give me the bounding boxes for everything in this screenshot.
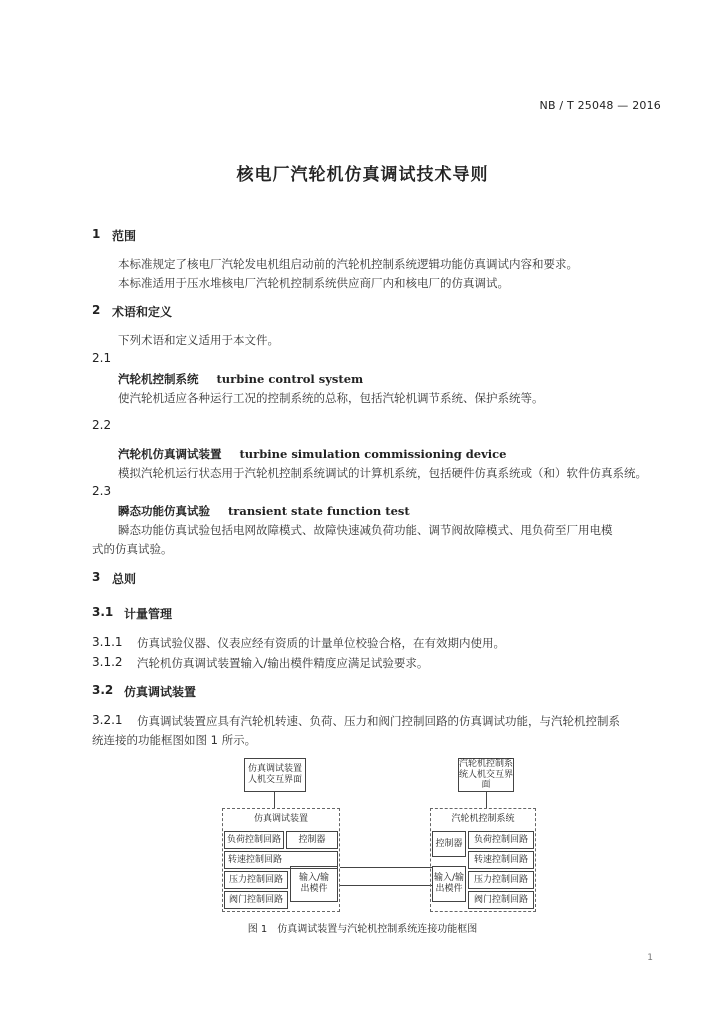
section-3-2-number: 3.2 — [92, 683, 114, 697]
right-hmi-box: 汽轮机控制系统人机交互界面 — [459, 758, 514, 791]
section-2-number: 2 — [92, 303, 101, 317]
left-load-loop: 负荷控制回路 — [224, 831, 284, 849]
section-1-number: 1 — [92, 227, 101, 241]
right-valve-loop: 阀门控制回路 — [468, 891, 534, 909]
term-2-3-number: 2.3 — [92, 484, 112, 498]
right-controller: 控制器 — [432, 831, 466, 857]
term-2-2-definition: 模拟汽轮机运行状态用于汽轮机控制系统调试的计算机系统，包括硬件仿真系统或（和）软件仿真系统。 — [118, 466, 647, 480]
section-2-intro: 下列术语和定义适用于本文件。 — [118, 333, 279, 347]
term-2-3-definition-line-1: 瞬态功能仿真试验包括电网故障模式、故障快速减负荷功能、调节阀故障模式、甩负荷至厂用电模 — [118, 523, 613, 537]
right-speed-loop: 转速控制回路 — [468, 851, 534, 869]
term-2-2-title — [118, 446, 506, 462]
figure-1-caption: 图 1 仿真调试装置与汽轮机控制系统连接功能框图 — [247, 924, 478, 935]
left-controller: 控制器 — [286, 831, 338, 849]
term-2-3-title — [118, 503, 410, 519]
section-2-heading: 术语和定义 — [112, 305, 173, 319]
term-2-1-en: turbine control system — [216, 372, 364, 386]
clause-3-2-1-text-line-2: 统连接的功能框图如图 1 所示。 — [92, 733, 257, 747]
standard-number: NB / T 25048 — 2016 — [539, 99, 661, 112]
term-2-2-number: 2.2 — [92, 418, 112, 432]
right-load-loop: 负荷控制回路 — [468, 831, 534, 849]
term-2-1-definition: 使汽轮机适应各种运行工况的控制系统的总称，包括汽轮机调节系统、保护系统等。 — [118, 391, 544, 405]
section-1-para-1: 本标准规定了核电厂汽轮发电机组启动前的汽轮机控制系统逻辑功能仿真调试内容和要求。 — [118, 257, 578, 271]
term-2-1-number: 2.1 — [92, 351, 112, 365]
section-3-1-number: 3.1 — [92, 605, 114, 619]
left-pressure-loop: 压力控制回路 — [224, 871, 288, 889]
section-3-heading: 总则 — [112, 572, 137, 586]
left-speed-loop: 转速控制回路 — [224, 851, 338, 869]
section-1-para-2: 本标准适用于压水堆核电厂汽轮机控制系统供应商厂内和核电厂的仿真调试。 — [118, 276, 509, 290]
right-vertical-connector — [486, 792, 487, 808]
clause-3-2-1-text-line-1: 仿真调试装置应具有汽轮机转速、负荷、压力和阀门控制回路的仿真调试功能，与汽轮机控制系 — [137, 714, 620, 728]
term-2-2-en: turbine simulation commissioning device — [239, 447, 507, 461]
clause-3-2-1-number: 3.2.1 — [92, 713, 123, 727]
left-vertical-connector — [274, 792, 275, 808]
term-2-3-cn: 瞬态功能仿真试验 — [118, 504, 210, 518]
term-2-2-cn: 汽轮机仿真调试装置 — [118, 447, 222, 461]
right-panel-title: 汽轮机控制系统 — [451, 813, 515, 824]
right-io-module: 输入/输出模件 — [432, 866, 466, 902]
term-2-1-title — [118, 371, 363, 387]
section-3-2-heading: 仿真调试装置 — [124, 685, 197, 699]
section-3-number: 3 — [92, 570, 101, 584]
document-title: 核电厂汽轮机仿真调试技术导则 — [236, 165, 489, 185]
section-3-1-heading: 计量管理 — [124, 607, 173, 621]
clause-3-1-2-text: 汽轮机仿真调试装置输入/输出模件精度应满足试验要求。 — [137, 656, 429, 670]
section-1-heading: 范围 — [112, 229, 137, 243]
left-valve-loop: 阀门控制回路 — [224, 891, 288, 909]
clause-3-1-2-number: 3.1.2 — [92, 655, 123, 669]
term-2-1-cn: 汽轮机控制系统 — [118, 372, 199, 386]
term-2-3-definition-line-2: 式的仿真试验。 — [92, 542, 173, 556]
term-2-3-en: transient state function test — [228, 504, 410, 518]
left-hmi-box: 仿真调试装置人机交互界面 — [244, 758, 306, 792]
left-io-module: 输入/输出模件 — [290, 866, 338, 902]
io-link-line-upper — [340, 867, 432, 868]
right-pressure-loop: 压力控制回路 — [468, 871, 534, 889]
left-panel-title: 仿真调试装置 — [253, 813, 308, 824]
clause-3-1-1-text: 仿真试验仪器、仪表应经有资质的计量单位校验合格，在有效期内使用。 — [137, 636, 505, 650]
page-number: 1 — [647, 953, 653, 963]
io-link-line-lower — [340, 885, 432, 886]
clause-3-1-1-number: 3.1.1 — [92, 635, 123, 649]
